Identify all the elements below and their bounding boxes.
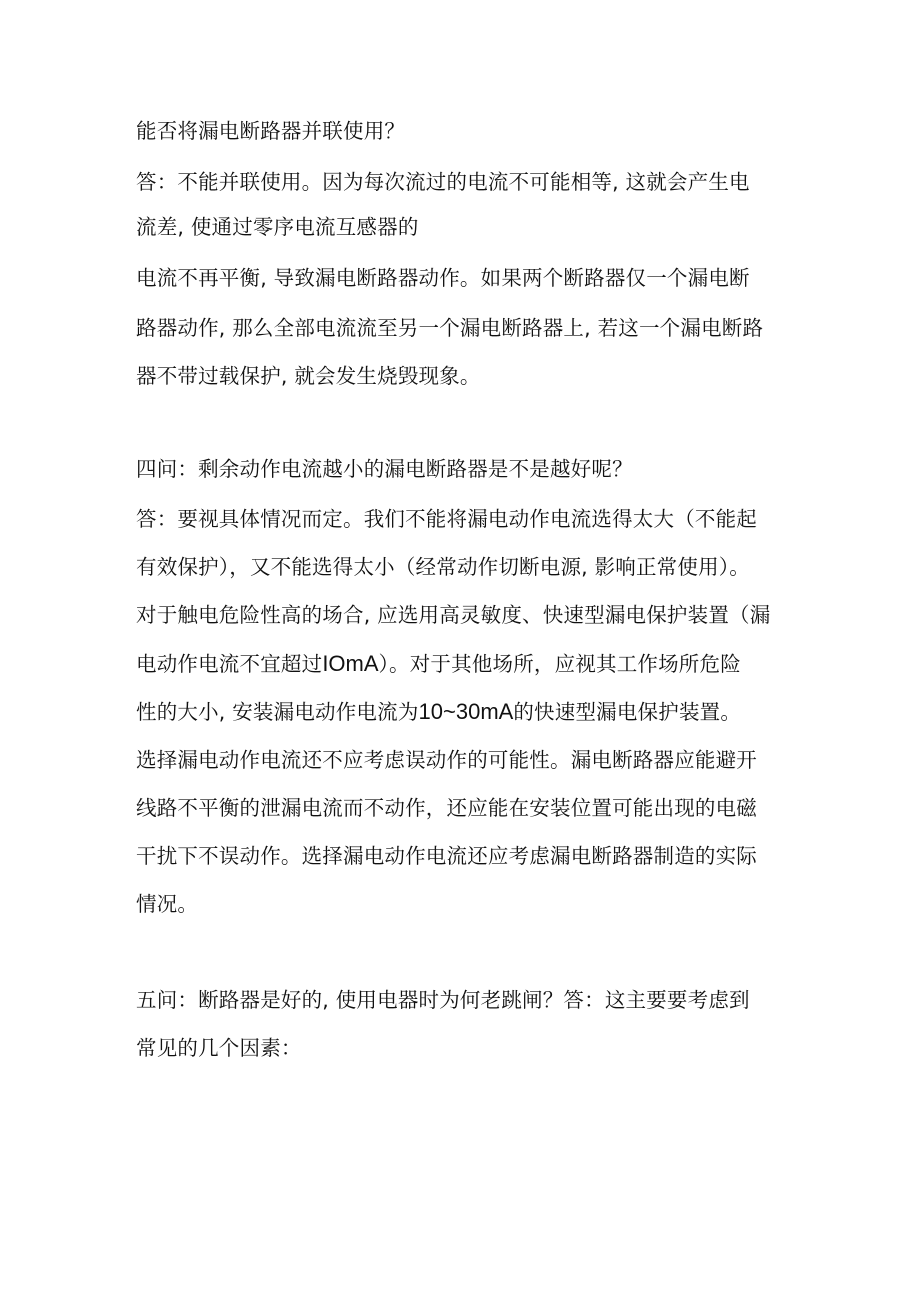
answer-line (136, 650, 741, 678)
current-range: 10~30mA (418, 699, 514, 724)
answer-line: 选择漏电动作电流还不应考虑误动作的可能性。漏电断路器应能避开 (136, 748, 757, 772)
answer-line: 答：不能并联使用。因为每次流过的电流不可能相等, 这就会产生电 (136, 170, 750, 194)
text-run: 性的大小, 安装漏电动作电流为 (136, 700, 419, 724)
answer-line: 干扰下不误动作。选择漏电动作电流还应考虑漏电断路器制造的实际 (136, 844, 757, 868)
answer-line: 路器动作, 那么全部电流流至另一个漏电断路器上, 若这一个漏电断路 (136, 316, 764, 340)
text-run: ）。对于其他场所，应视其工作场所危险 (378, 652, 741, 676)
answer-line: 答：要视具体情况而定。我们不能将漏电动作电流选得太大（不能起 (136, 507, 757, 531)
answer-line: 有效保护），又不能选得太小（经常动作切断电源, 影响正常使用）。 (136, 555, 750, 579)
answer-line: 电流不再平衡, 导致漏电断路器动作。如果两个断路器仅一个漏电断 (136, 266, 750, 290)
answer-line (136, 698, 741, 726)
answer-line: 常见的几个因素： (136, 1036, 302, 1060)
answer-line: 对于触电危险性高的场合, 应选用高灵敏度、快速型漏电保护装置（漏 (136, 603, 771, 627)
current-value: IOmA (322, 651, 379, 676)
text-run: 的快速型漏电保护装置。 (513, 700, 742, 724)
answer-line: 流差, 使通过零序电流互感器的 (136, 215, 419, 239)
answer-line: 器不带过载保护, 就会发生烧毁现象。 (136, 364, 481, 388)
answer-line: 情况。 (136, 892, 199, 916)
question-heading: 能否将漏电断路器并联使用？ (136, 119, 406, 143)
question-heading: 五问：断路器是好的, 使用电器时为何老跳闸？答：这主要要考虑到 (136, 988, 750, 1012)
text-run: 电动作电流不宜超过 (136, 652, 323, 676)
answer-line: 线路不平衡的泄漏电流而不动作，还应能在安装位置可能出现的电磁 (136, 796, 757, 820)
question-heading: 四问：剩余动作电流越小的漏电断路器是不是越好呢？ (136, 457, 633, 481)
